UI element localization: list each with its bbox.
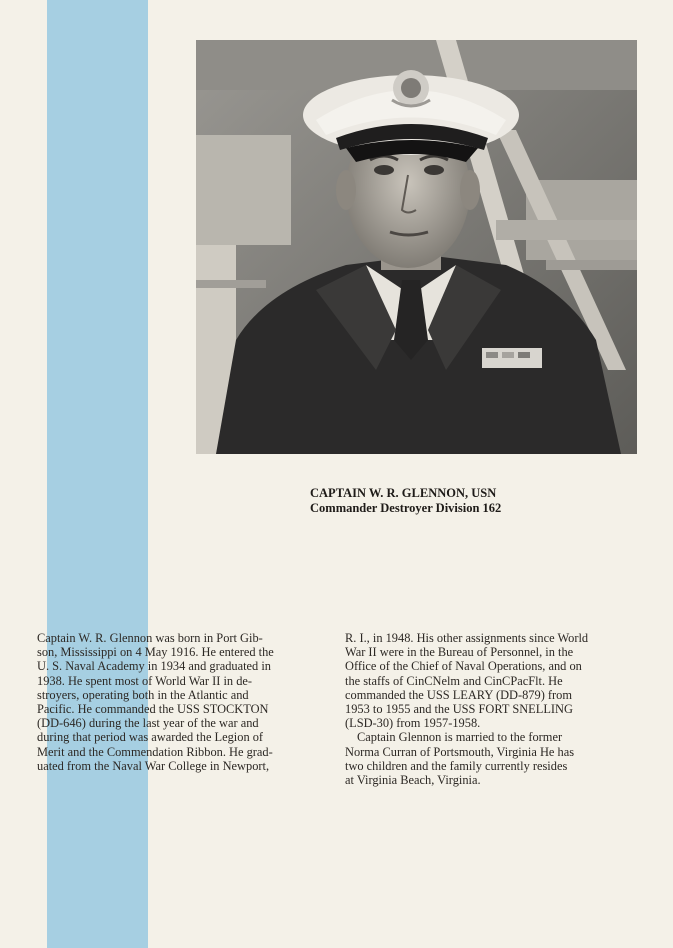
- blue-margin-band: [47, 0, 148, 948]
- bio-line: son, Mississippi on 4 May 1916. He entered the: [37, 645, 274, 660]
- bio-line: Captain Glennon is married to the former: [357, 730, 563, 745]
- caption-title: Commander Destroyer Division 162: [310, 501, 502, 515]
- bio-line: U. S. Naval Academy in 1934 and graduated in: [37, 659, 271, 674]
- bio-line: two children and the family currently resides: [345, 758, 568, 773]
- bio-line: Merit and the Commendation Ribbon. He grad-: [37, 744, 273, 759]
- bio-line: at Virginia Beach, Virginia.: [345, 773, 481, 788]
- bio-line: during that period was awarded the Legion of: [37, 730, 264, 745]
- bio-line: 1938. He spent most of World War II in de-: [37, 673, 253, 688]
- bio-line: commanded the USS LEARY (DD-879) from: [345, 687, 573, 702]
- portrait-photo: [196, 40, 637, 454]
- bio-line: 1953 to 1955 and the USS FORT SNELLING: [345, 702, 573, 717]
- bio-line: War II were in the Bureau of Personnel, in the: [345, 645, 574, 660]
- caption-name: CAPTAIN W. R. GLENNON, USN: [310, 486, 497, 500]
- bio-line: Captain W. R. Glennon was born in Port Gib-: [37, 631, 263, 645]
- photo-caption: [310, 486, 610, 516]
- bio-line: (LSD-30) from 1957-1958.: [345, 716, 481, 731]
- bio-line: Office of the Chief of Naval Operations, and on: [345, 659, 582, 674]
- bio-line: uated from the Naval War College in Newport,: [37, 758, 270, 773]
- bio-line: R. I., in 1948. His other assignments since World: [345, 631, 589, 645]
- bio-line: the staffs of CinCNelm and CinCPacFlt. He: [345, 673, 563, 688]
- bio-line: Pacific. He commanded the USS STOCKTON: [37, 702, 269, 717]
- bio-line: Norma Curran of Portsmouth, Virginia He has: [345, 744, 575, 759]
- bio-line: stroyers, operating both in the Atlantic and: [37, 687, 249, 702]
- bio-column-right: [345, 631, 624, 787]
- bio-column-left: [37, 631, 319, 773]
- bio-line: (DD-646) during the last year of the war and: [37, 716, 259, 731]
